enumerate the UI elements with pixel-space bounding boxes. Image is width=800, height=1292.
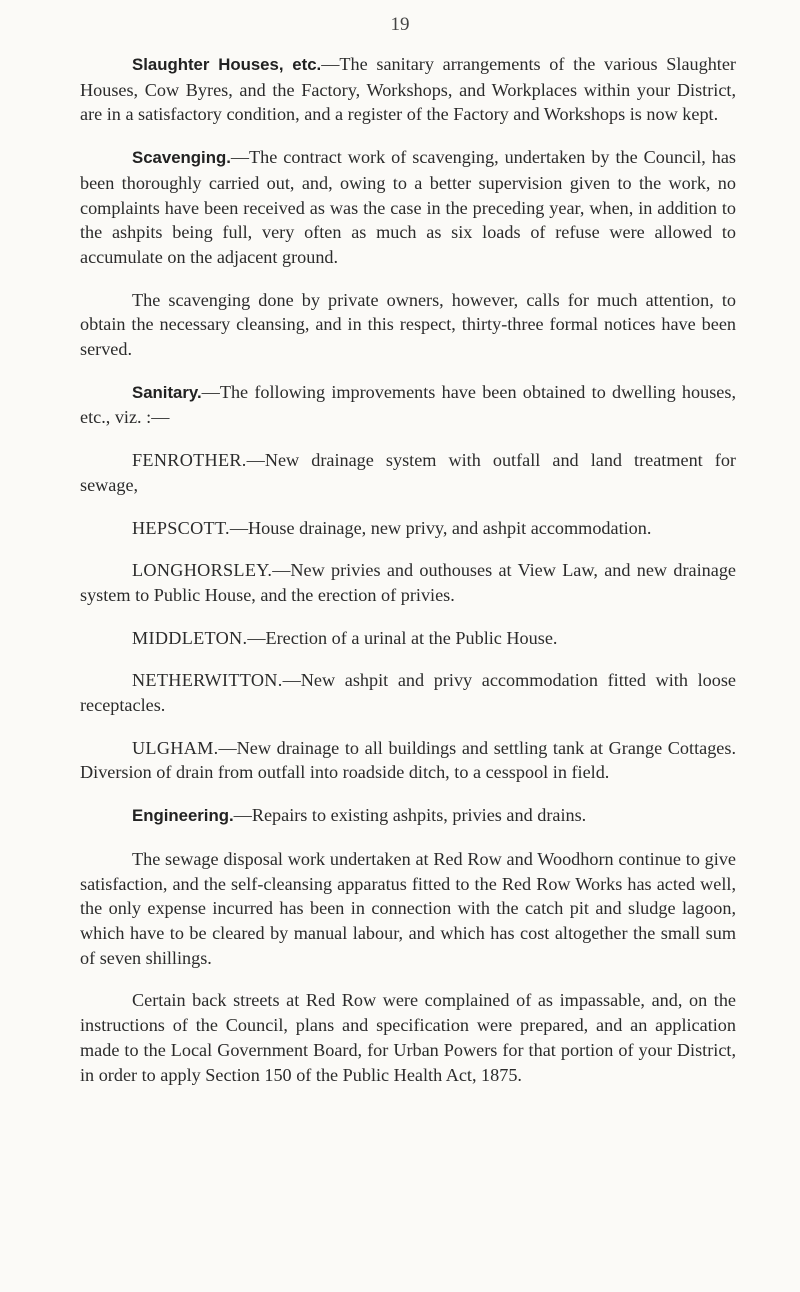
paragraph-sewage-disposal: [80, 847, 736, 971]
paragraph-netherwitton: [80, 668, 736, 717]
paragraph-text: —New privies and outhouses at View Law, and new drainage system to Public House, and the erection of privies.: [80, 560, 736, 605]
paragraph-sanitary: [80, 380, 736, 430]
place-name: MIDDLETON.: [132, 627, 248, 648]
paragraph-heading: Slaughter Houses, etc.: [132, 55, 322, 74]
paragraph-text: —Repairs to existing ashpits, privies and drains.: [233, 805, 587, 826]
paragraph-text: —House drainage, new privy, and ashpit accommodation.: [229, 517, 652, 538]
paragraph-text: —The sanitary arrangements of the various Slaughter Houses, Cow Byres, and the Factory, Workshops, and Workplaces within your District, are in a satisfactory condition, and a register of the Factory and Workshops is now kept.: [80, 54, 736, 125]
paragraph-slaughter-houses: [80, 52, 736, 127]
paragraph-text: —The following improvements have been obtained to dwelling houses, etc., viz. :—: [80, 381, 736, 428]
paragraph-private-scavenging: [80, 288, 736, 362]
paragraph-fenrother: [80, 448, 736, 497]
place-name: NETHERWITTON.: [132, 670, 283, 691]
paragraph-text: —New ashpit and privy accommodation fitted with loose receptacles.: [80, 670, 736, 716]
paragraph-text: The scavenging done by private owners, however, calls for much attention, to obtain the necessary cleansing, and in this respect, thirty-three formal notices have been served.: [80, 289, 736, 360]
document-body: [80, 52, 736, 1087]
paragraph-ulgham: [80, 736, 736, 785]
paragraph-middleton: [80, 626, 736, 651]
place-name: LONGHORSLEY.: [132, 560, 273, 581]
place-name: FENROTHER.: [132, 450, 247, 471]
paragraph-longhorsley: [80, 558, 736, 607]
place-name: HEPSCOTT.: [132, 517, 230, 538]
paragraph-text: —New drainage to all buildings and settling tank at Grange Cottages. Diversion of drain from outfall into roadside ditch, to a cesspool in field.: [80, 737, 736, 783]
paragraph-text: —New drainage system with outfall and land treatment for sewage,: [80, 450, 736, 495]
place-name: ULGHAM.: [132, 737, 219, 758]
paragraph-text: —Erection of a urinal at the Public House.: [247, 627, 558, 648]
paragraph-text: —The contract work of scavenging, undertaken by the Council, has been thoroughly carried out, and, owing to a better supervision given to the work, no complaints have been received as was the case in the preceding year, when, in addition to the ashpits being full, very often as much as six loads of refuse were allowed to accumulate on the adjacent ground.: [80, 147, 736, 267]
paragraph-heading: Sanitary.: [132, 382, 202, 402]
paragraph-back-streets: [80, 988, 736, 1087]
paragraph-scavenging: [80, 145, 736, 270]
paragraph-hepscott: [80, 516, 736, 541]
paragraph-engineering: [80, 803, 736, 829]
paragraph-heading: Scavenging.: [132, 148, 231, 168]
paragraph-text: The sewage disposal work undertaken at Red Row and Woodhorn continue to give satisfaction, and the self-cleansing apparatus fitted to the Red Row Works has acted well, the only expense incurred has been in connection with the catch pit and sludge lagoon, which have to be cleared by manual labour, and which has cost altogether the small sum of seven shillings.: [80, 848, 736, 968]
page-number: 19: [390, 14, 410, 35]
paragraph-text: Certain back streets at Red Row were complained of as impassable, and, on the instructions of the Council, plans and specification were prepared, and an application made to the Local Government Board, for Urban Powers for that portion of your District, in order to apply Section 150 of the Public Health Act, 1875.: [80, 990, 736, 1085]
paragraph-heading: Engineering.: [132, 806, 234, 826]
